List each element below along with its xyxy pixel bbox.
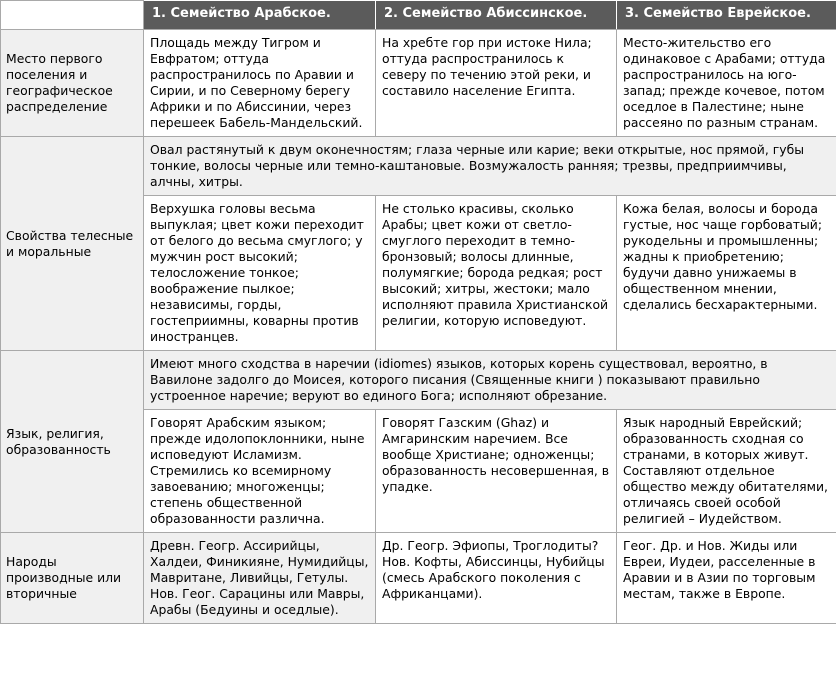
row-peoples: [1, 533, 836, 624]
row-label-peoples: Народы производные или вторичные: [1, 533, 144, 624]
header-corner: [1, 1, 144, 30]
row-settlement: [1, 30, 836, 137]
cell-settlement-abyssinian: На хребте гор при истоке Нила; оттуда распространилось к северу по течению этой реки, и составило население Египта.: [376, 30, 617, 137]
cell-language-abyssinian: Говорят Газским (Ghaz) и Амгаринским наречием. Все вообще Христиане; одноженцы; образованность несовершенная, в упадке.: [376, 410, 617, 533]
row-label-settlement: Место первого поселения и географическое распределение: [1, 30, 144, 137]
cell-peoples-jewish: Геог. Др. и Нов. Жиды или Евреи, Иудеи, расселенные в Аравии и в Азии по торговым местам, также в Европе.: [617, 533, 836, 624]
cell-settlement-jewish: Место-жительство его одинаковое с Арабами; оттуда распространилось на юго-запад; прежде кочевое, потом оседлое в Палестине; ныне рассеяно по разным странам.: [617, 30, 836, 137]
row-label-language: Язык, религия, образованность: [1, 351, 144, 533]
cell-language-jewish: Язык народный Еврейский; образованность сходная со странами, в которых живут. Составляют отдельное общество между обитателями, отличаясь своей особой религией – Иудейством.: [617, 410, 836, 533]
cell-peoples-abyssinian: Др. Геогр. Эфиопы, Троглодиты? Нов. Кофты, Абиссинцы, Нубийцы (смесь Арабского поколения с Африканцами).: [376, 533, 617, 624]
cell-peoples-arab: Древн. Геогр. Ассирийцы, Халдеи, Финикияне, Нумидийцы, Мавритане, Ливийцы, Гетулы. Нов. Геог. Сарацины или Мавры, Арабы (Бедуины и оседлые).: [144, 533, 376, 624]
cell-traits-common: Овал растянутый к двум оконечностям; глаза черные или карие; веки открытые, нос прямой, губы тонкие, волосы черные или темно-каштановые. Возмужалость ранняя; трезвы, предприимчивы, алчны, хитры.: [144, 137, 836, 196]
cell-traits-arab: Верхушка головы весьма выпуклая; цвет кожи переходит от белого до весьма смуглого; у мужчин рост высокий; телосложение тонкое; воображение пылкое; независимы, горды, гостеприимны, коварны против иностранцев.: [144, 196, 376, 351]
header-row: [1, 1, 836, 30]
row-traits-common: [1, 137, 836, 196]
row-language-common: [1, 351, 836, 410]
row-label-traits: Свойства телесные и моральные: [1, 137, 144, 351]
cell-traits-abyssinian: Не столько красивы, сколько Арабы; цвет кожи от светло-смуглого переходит в темно-бронзовый; волосы длинные, полумягкие; борода редкая; рост высокий; хитры, жестоки; мало исполняют правила Христианской религии, которую исповедуют.: [376, 196, 617, 351]
header-arab-family: 1. Семейство Арабское.: [144, 1, 376, 30]
cell-traits-jewish: Кожа белая, волосы и борода густые, нос чаще горбоватый; рукодельны и промышленны; жадны к приобретению; будучи давно унижаемы в общественном мнении, сделались бесхарактерными.: [617, 196, 836, 351]
cell-language-common: Имеют много сходства в наречии (idiomes) языков, которых корень существовал, вероятно, в Вавилоне задолго до Моисея, которого писания (Священные книги ) показывают правильно устроенное наречие; веруют во единого Бога; исполняют обрезание.: [144, 351, 836, 410]
header-jewish-family: 3. Семейство Еврейское.: [617, 1, 836, 30]
cell-settlement-arab: Площадь между Тигром и Евфратом; оттуда распространилось по Аравии и Сирии, и по Северному берегу Африки и по Абиссинии, через перешеек Бабель-Мандельский.: [144, 30, 376, 137]
cell-language-arab: Говорят Арабским языком; прежде идолопоклонники, ныне исповедуют Исламизм. Стремились ко всемирному завоеванию; многоженцы; степень общественной образованности различна.: [144, 410, 376, 533]
header-abyssinian-family: 2. Семейство Абиссинское.: [376, 1, 617, 30]
